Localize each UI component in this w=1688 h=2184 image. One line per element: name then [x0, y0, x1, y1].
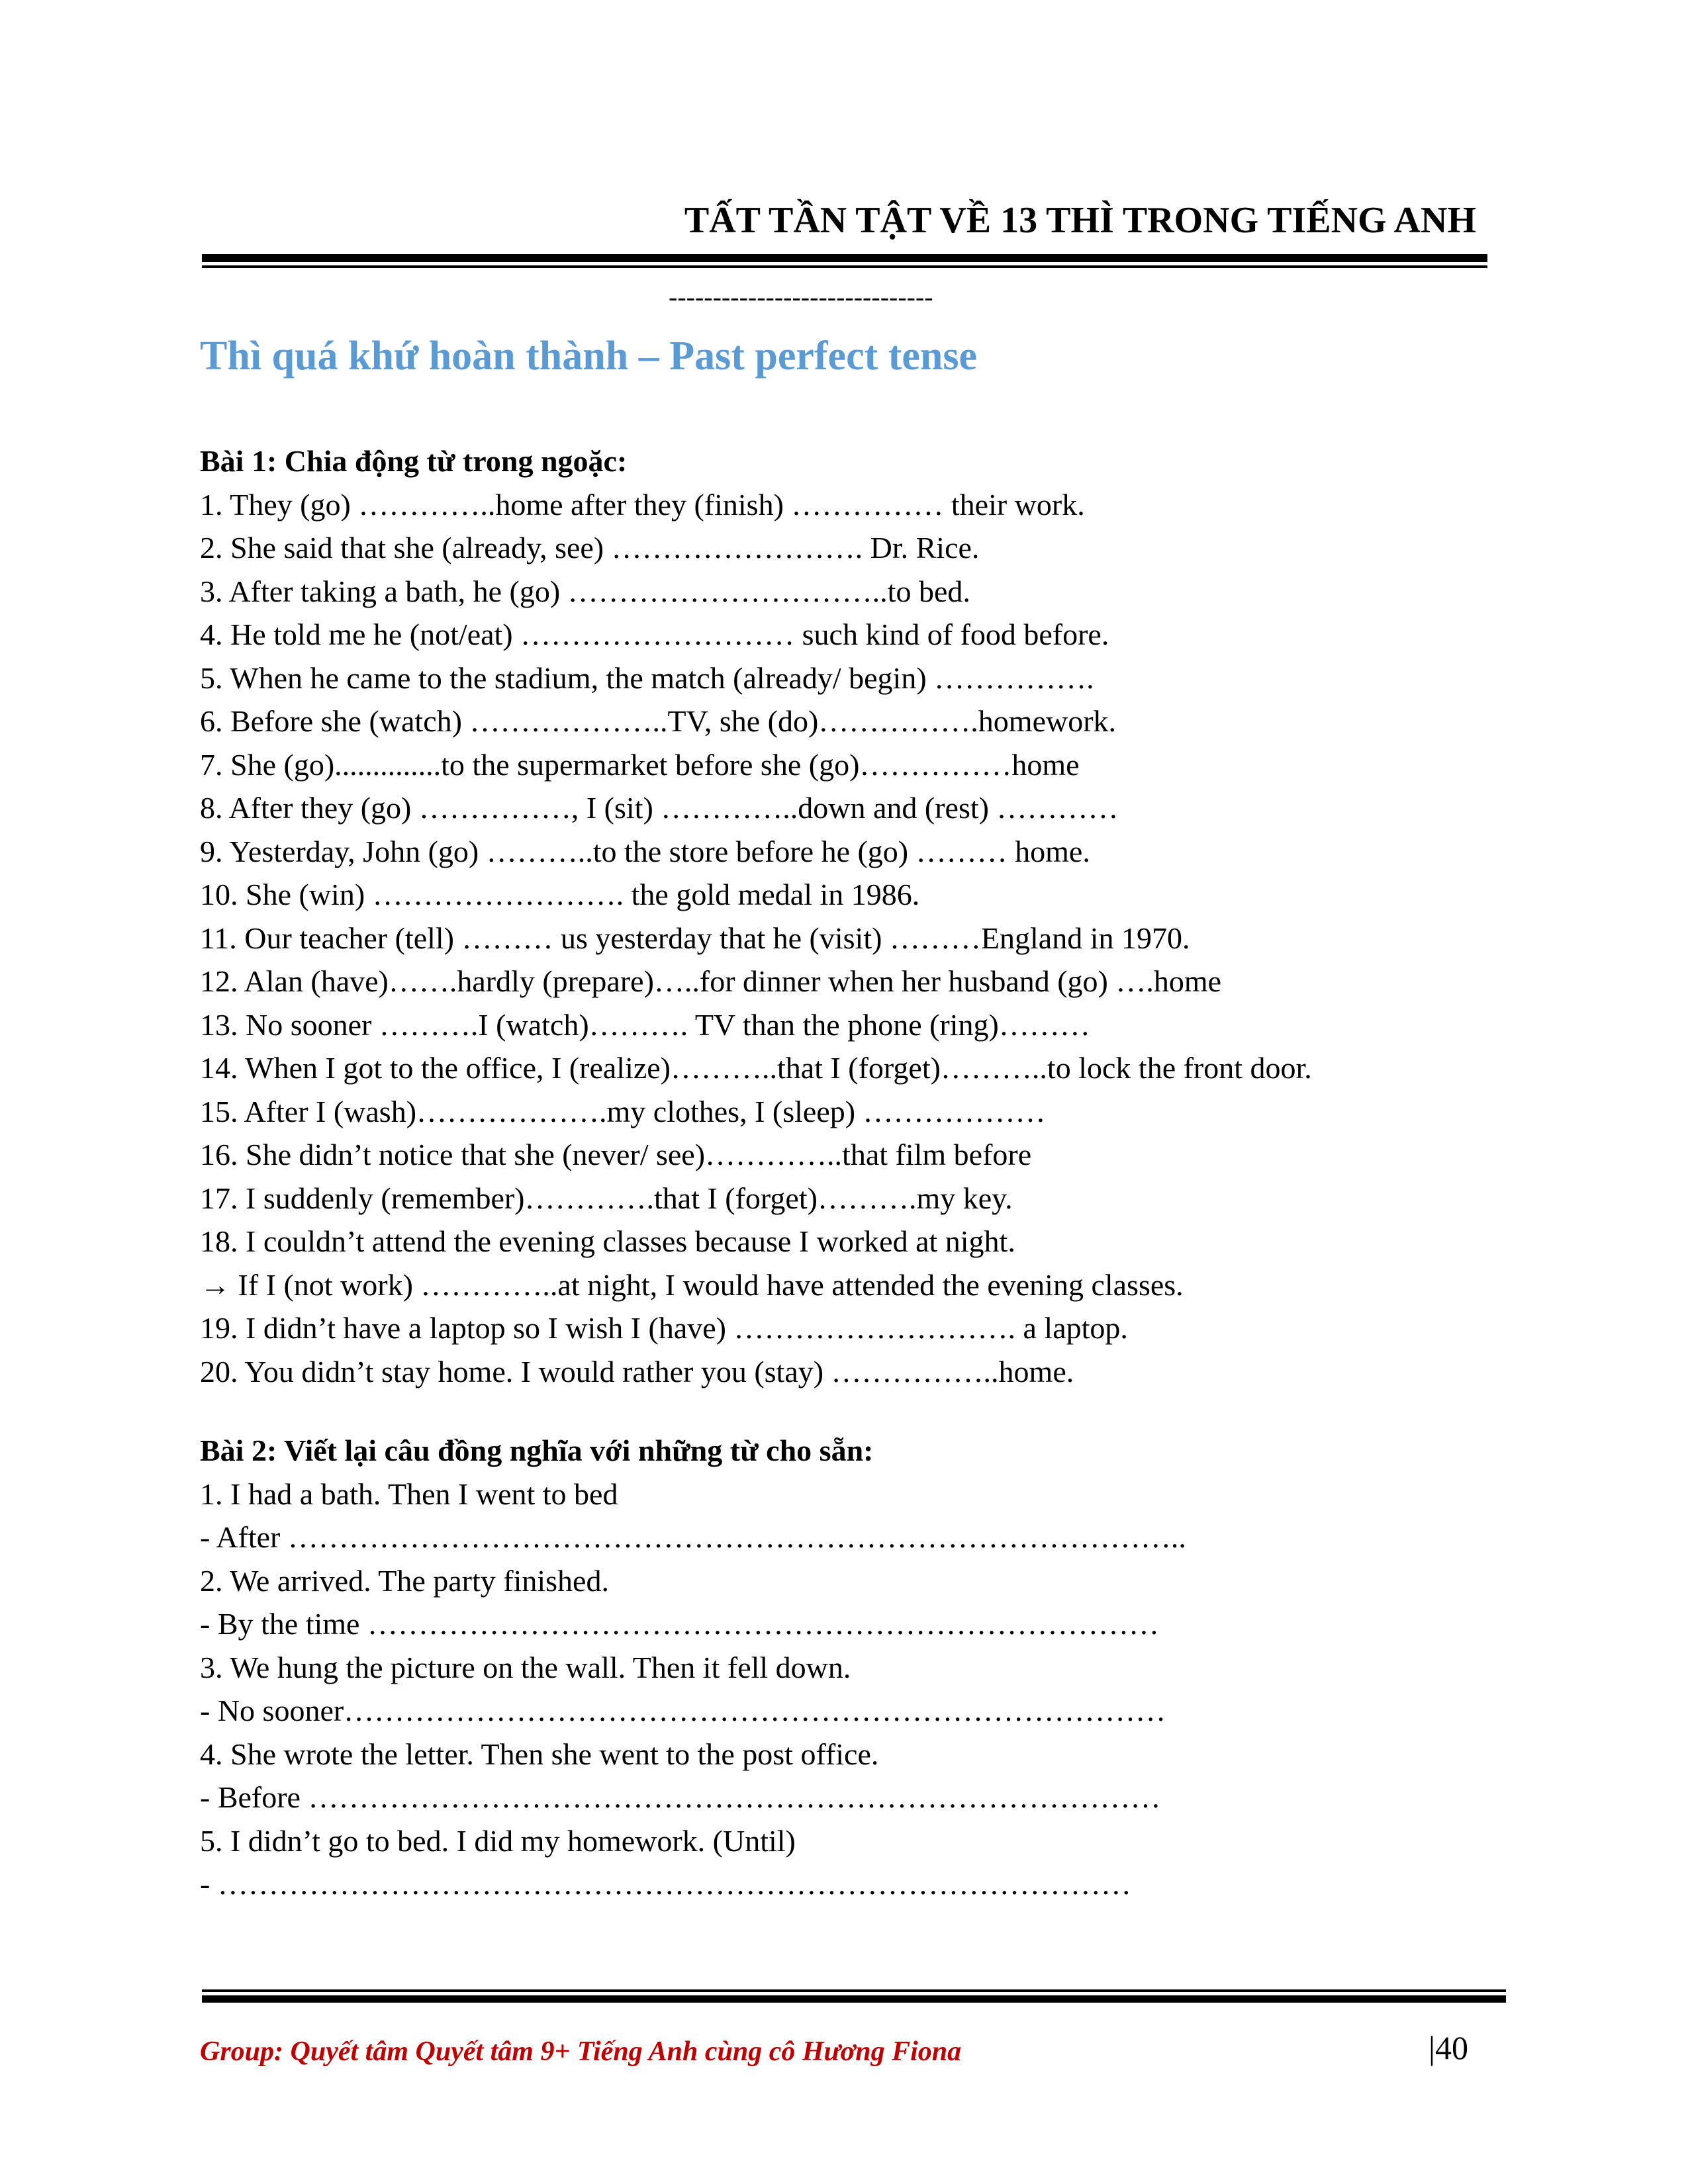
exercise1-item: 18. I couldn’t attend the evening classes because I worked at night.	[200, 1224, 1015, 1258]
exercise1-item: 19. I didn’t have a laptop so I wish I (have) ………………………. a laptop.	[200, 1311, 1128, 1345]
page-number: |40	[1429, 2029, 1469, 2066]
exercise1-item: 6. Before she (watch) ………………..TV, she (do)…………….homework.	[200, 704, 1117, 738]
exercise2-item: 3. We hung the picture on the wall. Then it fell down.	[200, 1650, 851, 1684]
exercise-content	[200, 439, 1491, 1906]
header-rule-thin	[202, 265, 1487, 268]
exercise2-item: 4. She wrote the letter. Then she went to the post office.	[200, 1737, 879, 1771]
header-double-rule	[202, 254, 1487, 269]
exercise1-item: 3. After taking a bath, he (go) …………………………..to bed.	[200, 574, 970, 608]
exercise1-list	[200, 483, 1491, 1394]
footer-rule-thin	[202, 1989, 1506, 1992]
exercise1-item: 4. He told me he (not/eat) ……………………… such kind of food before.	[200, 617, 1109, 651]
header-title: TẤT TẦN TẬT VỀ 13 THÌ TRONG TIẾNG ANH	[684, 200, 1476, 241]
dash-separator: ------------------------------	[669, 282, 933, 312]
exercise1-item: 10. She (win) ……………………. the gold medal in 1986.	[200, 878, 920, 911]
exercise1-item: 2. She said that she (already, see) ……………………. Dr. Rice.	[200, 531, 980, 565]
exercise1-item: 9. Yesterday, John (go) ………..to the store before he (go) ……… home.	[200, 834, 1090, 868]
header-rule-thick	[202, 254, 1487, 262]
exercise2-heading: Bài 2: Viết lại câu đồng nghĩa với những từ cho sẵn:	[200, 1433, 874, 1467]
exercise2-list	[200, 1473, 1491, 1906]
exercise1-heading: Bài 1: Chia động từ trong ngoặc:	[200, 444, 628, 478]
exercise2-answer-line: - ………………………………………………………………………………	[200, 1867, 1131, 1901]
footer-group-text: Group: Quyết tâm Quyết tâm 9+ Tiếng Anh cùng cô Hương Fiona	[200, 2036, 962, 2067]
exercise1-item: 16. She didn’t notice that she (never/ see)…………..that film before	[200, 1138, 1032, 1171]
footer-rule-thick	[202, 1995, 1506, 2003]
exercise1-item: 14. When I got to the office, I (realize)………..that I (forget)………..to lock the front door.	[200, 1051, 1312, 1085]
exercise2-item: 5. I didn’t go to bed. I did my homework. (Until)	[200, 1823, 796, 1858]
exercise1-item: 20. You didn’t stay home. I would rather you (stay) ……………..home.	[200, 1354, 1074, 1388]
exercise2-item: 2. We arrived. The party finished.	[200, 1563, 609, 1598]
exercise1-item: 13. No sooner ……….I (watch)………. TV than the phone (ring)………	[200, 1007, 1090, 1042]
footer-double-rule	[202, 1989, 1506, 2004]
section-spacer	[200, 1393, 1491, 1429]
exercise1-item: 7. She (go)..............to the supermarket before she (go)……………home	[200, 747, 1080, 782]
exercise1-item: 1. They (go) …………..home after they (finish) …………… their work.	[200, 487, 1085, 522]
section-title: Thì quá khứ hoàn thành – Past perfect tense	[200, 334, 978, 379]
exercise2-answer-line: - Before …………………………………………………………………………	[200, 1780, 1161, 1814]
exercise1-item: 5. When he came to the stadium, the match (already/ begin) …………….	[200, 660, 1094, 695]
exercise2-answer-line: - After ……………………………………………………………………………..	[200, 1520, 1186, 1554]
exercise1-item: → If I (not work) …………..at night, I would have attended the evening classes.	[200, 1267, 1184, 1302]
exercise1-item: 12. Alan (have)…….hardly (prepare)…..for dinner when her husband (go) ….home	[200, 964, 1222, 998]
exercise2-answer-line: - By the time ……………………………………………………………………	[200, 1607, 1159, 1641]
exercise1-item: 8. After they (go) ……………, I (sit) …………..down and (rest) …………	[200, 791, 1119, 825]
exercise2-answer-line: - No sooner………………………………………………………………………	[200, 1694, 1166, 1727]
exercise2-item: 1. I had a bath. Then I went to bed	[200, 1477, 618, 1511]
exercise1-item: 11. Our teacher (tell) ……… us yesterday that he (visit) ………England in 1970.	[200, 921, 1190, 955]
exercise1-item: 15. After I (wash)……………….my clothes, I (sleep) ………………	[200, 1094, 1046, 1128]
exercise1-item: 17. I suddenly (remember)………….that I (forget)……….my key.	[200, 1181, 1013, 1215]
